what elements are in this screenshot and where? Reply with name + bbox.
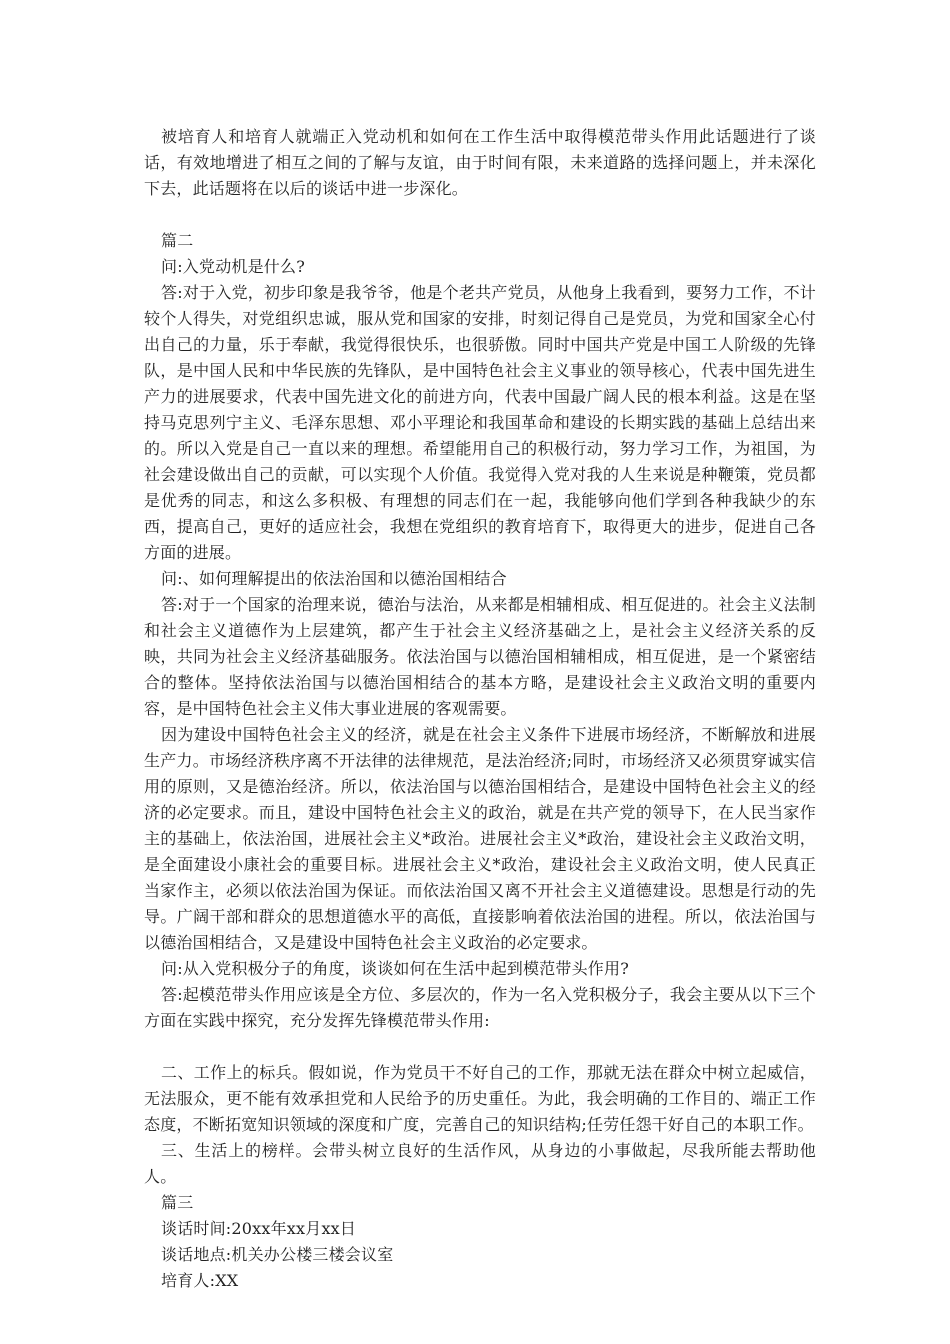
question-2: 问:、如何理解提出的依法治国和以德治国相结合 (161, 569, 507, 588)
answer-2: 答:对于一个国家的治理来说，德治与法治，从来都是相辅相成、相互促进的。社会主义法制和社会主义道德作为上层建筑，都产生于社会主义经济基础之上，是社会主义经济关系的反映，共同为社会主义经济基础服务。依法治国与以德治国相辅相成，相互促进，是一个紧密结合的整体。坚持依法治国与以德治国相结合的基本方略，是建设社会主义政治文明的重要内容，是中国特色社会主义伟大事业进展的客观需要。 (144, 595, 816, 718)
paragraph-intro-summary: 被培育人和培育人就端正入党动机和如何在工作生活中取得模范带头作用此话题进行了谈话，有效地增进了相互之间的了解与友谊，由于时间有限，未来道路的选择问题上，并未深化下去，此话题将在以后的谈话中进一步深化。 (144, 127, 816, 198)
answer-3: 答:起模范带头作用应该是全方位、多层次的，作为一名入党积极分子，我会主要从以下三个方面在实践中探究，充分发挥先锋模范带头作用: (144, 985, 816, 1030)
talk-location: 谈话地点:机关办公楼三楼会议室 (161, 1245, 394, 1264)
blank-line (144, 1034, 816, 1060)
document-body (144, 124, 816, 1294)
question-1: 问:入党动机是什么? (161, 257, 305, 276)
trainer-name: 培育人:XX (161, 1271, 239, 1290)
section-heading-pian-san: 篇三 (161, 1193, 194, 1212)
talk-time: 谈话时间:20xx年xx月xx日 (161, 1219, 357, 1238)
question-3: 问:从入党积极分子的角度，谈谈如何在生活中起到模范带头作用? (161, 959, 629, 978)
answer-2-continued: 因为建设中国特色社会主义的经济，就是在社会主义条件下进展市场经济，不断解放和进展生产力。市场经济秩序离不开法律的法律规范，是法治经济;同时，市场经济又必须贯穿诚实信用的原则，又是德治经济。所以，依法治国与以德治国相结合，是建设中国特色社会主义的经济的必定要求。而且，建设中国特色社会主义的政治，就是在共产党的领导下，在人民当家作主的基础上，依法治国，进展社会主义*政治。进展社会主义*政治，建设社会主义政治文明，是全面建设小康社会的重要目标。进展社会主义*政治，建设社会主义政治文明，使人民真正当家作主，必须以依法治国为保证。而依法治国又离不开社会主义道德建设。思想是行动的先导。广阔干部和群众的思想道德水平的高低，直接影响着依法治国的进程。所以，依法治国与以德治国相结合，又是建设中国特色社会主义政治的必定要求。 (144, 725, 816, 952)
section-heading-pian-er: 篇二 (161, 231, 194, 250)
blank-line (144, 202, 816, 228)
point-life-model: 三、生活上的榜样。会带头树立良好的生活作风，从身边的小事做起，尽我所能去帮助他人。 (144, 1141, 816, 1186)
answer-1: 答:对于入党，初步印象是我爷爷，他是个老共产党员，从他身上我看到，要努力工作，不计较个人得失，对党组织忠诚，服从党和国家的安排，时刻记得自己是党员，为党和国家全心付出自己的力量，乐于奉献，我觉得很快乐，也很骄傲。同时中国共产党是中国工人阶级的先锋队，是中国人民和中华民族的先锋队，是中国特色社会主义事业的领导核心，代表中国先进生产力的进展要求，代表中国先进文化的前进方向，代表中国最广阔人民的根本利益。这是在坚持马克思列宁主义、毛泽东思想、邓小平理论和我国革命和建设的长期实践的基础上总结出来的。所以入党是自己一直以来的理想。希望能用自己的积极行动，努力学习工作，为祖国，为社会建设做出自己的贡献，可以实现个人价值。我觉得入党对我的人生来说是种鞭策，党员都是优秀的同志，和这么多积极、有理想的同志们在一起，我能够向他们学到各种我缺少的东西，提高自己，更好的适应社会，我想在党组织的教育培育下，取得更大的进步，促进自己各方面的进展。 (144, 283, 816, 562)
point-work-model: 二、工作上的标兵。假如说，作为党员干不好自己的工作，那就无法在群众中树立起威信，无法服众，更不能有效承担党和人民给予的历史重任。为此，我会明确的工作目的、端正工作态度，不断拓宽知识领域的深度和广度，完善自己的知识结构;任劳任怨干好自己的本职工作。 (144, 1063, 816, 1134)
